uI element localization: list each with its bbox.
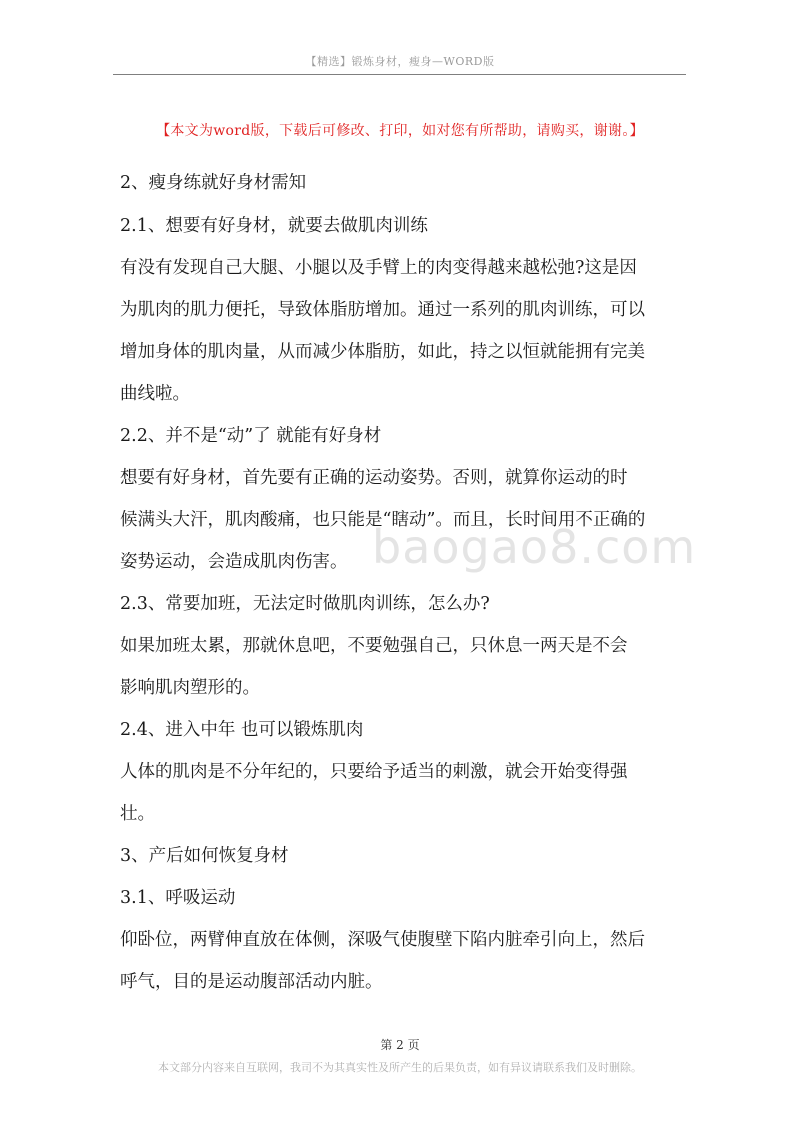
watermark: baogao8.com [372,520,697,574]
purchase-notice: 【本文为word版，下载后可修改、打印，如对您有所帮助，请购买，谢谢。】 [156,123,644,139]
subsection-heading: 2.2、并不是“动”了 就能有好身材 [120,426,382,446]
paragraph-line: 曲线啦。 [120,384,190,404]
paragraph-line: 候满头大汗，肌肉酸痛，也只能是“瞎动”。而且，长时间用不正确的 [120,510,646,530]
subsection-heading: 2.3、常要加班，无法定时做肌肉训练，怎么办? [120,594,490,614]
subsection-heading: 2.1、想要有好身材，就要去做肌肉训练 [120,216,428,236]
page-number: 第 2 页 [380,1038,420,1052]
paragraph-line: 增加身体的肌肉量，从而减少体脂肪，如此，持之以恒就能拥有完美 [120,342,645,362]
paragraph-line: 呼气，目的是运动腹部活动内脏。 [120,972,383,992]
footer-disclaimer: 本文部分内容来自互联网，我司不为其真实性及所产生的后果负责，如有异议请联系我们及时删除。 [158,1061,642,1074]
paragraph-line: 想要有好身材，首先要有正确的运动姿势。否则，就算你运动的时 [120,468,628,488]
section-heading: 3、产后如何恢复身材 [120,846,289,866]
section-heading: 2、瘦身练就好身材需知 [120,173,307,193]
header-divider [113,74,686,75]
paragraph-line: 人体的肌肉是不分年纪的，只要给予适当的刺激，就会开始变得强 [120,762,628,782]
subsection-heading: 3.1、呼吸运动 [120,888,236,908]
paragraph-line: 仰卧位，两臂伸直放在体侧，深吸气使腹壁下陷内脏牵引向上，然后 [120,930,645,950]
paragraph-line: 影响肌肉塑形的。 [120,678,260,698]
paragraph-line: 如果加班太累，那就休息吧，不要勉强自己，只休息一两天是不会 [120,636,628,656]
subsection-heading: 2.4、进入中年 也可以锻炼肌肉 [120,720,364,740]
paragraph-line: 为肌肉的肌力便托，导致体脂肪增加。通过一系列的肌肉训练，可以 [120,300,645,320]
paragraph-line: 有没有发现自己大腿、小腿以及手臂上的肉变得越来越松弛?这是因 [120,258,637,278]
page-header: 【精选】锻炼身材，瘦身—WORD版 [305,55,495,68]
paragraph-line: 壮。 [120,804,155,824]
paragraph-line: 姿势运动，会造成肌肉伤害。 [120,552,348,572]
